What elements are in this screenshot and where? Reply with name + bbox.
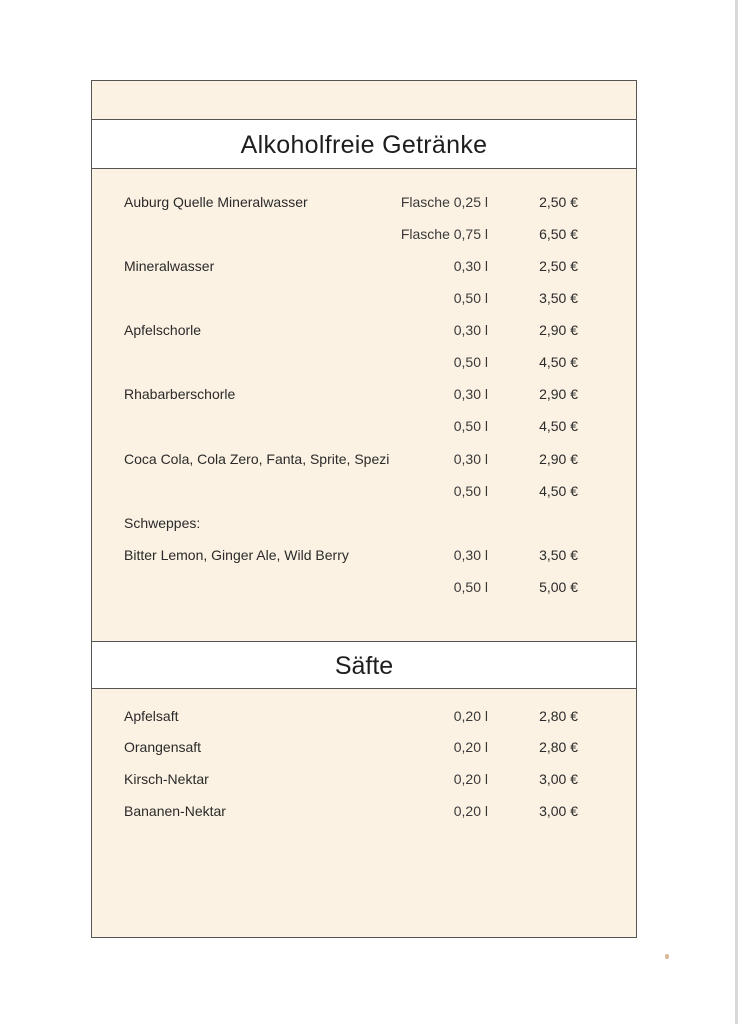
- item-price: 2,90 €: [539, 451, 578, 467]
- item-price: 2,50 €: [539, 258, 578, 274]
- section-title-juices: Säfte: [91, 641, 637, 689]
- item-size: Flasche 0,75 l: [400, 226, 488, 242]
- menu-row: [92, 705, 638, 727]
- item-price: 2,90 €: [539, 386, 578, 402]
- item-name: Auburg Quelle Mineralwasser: [124, 194, 308, 210]
- item-price: 3,50 €: [539, 290, 578, 306]
- menu-row: [92, 223, 638, 245]
- paper-smudge: [665, 954, 669, 959]
- item-name: Orangensaft: [124, 739, 202, 755]
- menu-row: [92, 287, 638, 309]
- section-title-soft-drinks: Alkoholfreie Getränke: [91, 119, 637, 169]
- menu-row: [92, 576, 638, 598]
- item-size: 0,30 l: [453, 322, 488, 338]
- menu-row: [92, 255, 638, 277]
- menu-row: [92, 512, 638, 534]
- item-name: Apfelsaft: [124, 708, 179, 724]
- menu-row: [92, 800, 638, 822]
- item-name: Bitter Lemon, Ginger Ale, Wild Berry: [124, 547, 349, 563]
- menu-card: [91, 80, 637, 938]
- menu-row: [92, 480, 638, 502]
- item-name: Kirsch-Nektar: [124, 771, 209, 787]
- menu-row: [92, 448, 638, 470]
- item-price: 4,50 €: [539, 418, 578, 434]
- item-size: 0,20 l: [453, 771, 488, 787]
- item-size: 0,50 l: [453, 354, 488, 370]
- item-price: 3,00 €: [539, 803, 578, 819]
- item-size: 0,20 l: [453, 739, 488, 755]
- menu-row: [92, 319, 638, 341]
- item-size: 0,50 l: [453, 290, 488, 306]
- item-price: 2,80 €: [539, 739, 578, 755]
- item-size: Flasche 0,25 l: [400, 194, 488, 210]
- item-price: 2,50 €: [539, 194, 578, 210]
- item-name: Mineralwasser: [124, 258, 215, 274]
- item-name: Coca Cola, Cola Zero, Fanta, Sprite, Spezi: [124, 451, 390, 467]
- item-name: Bananen-Nektar: [124, 803, 226, 819]
- item-name: Apfelschorle: [124, 322, 202, 338]
- item-size: 0,50 l: [453, 418, 488, 434]
- item-price: 6,50 €: [539, 226, 578, 242]
- item-price: 3,50 €: [539, 547, 578, 563]
- menu-row: [92, 736, 638, 758]
- item-price: 2,90 €: [539, 322, 578, 338]
- item-size: 0,50 l: [453, 483, 488, 499]
- item-price: 3,00 €: [539, 771, 578, 787]
- item-size: 0,50 l: [453, 579, 488, 595]
- menu-row: [92, 544, 638, 566]
- item-name: Schweppes:: [124, 515, 201, 531]
- item-price: 4,50 €: [539, 483, 578, 499]
- item-size: 0,30 l: [453, 451, 488, 467]
- item-price: 2,80 €: [539, 708, 578, 724]
- menu-row: [92, 351, 638, 373]
- item-size: 0,30 l: [453, 258, 488, 274]
- menu-row: [92, 383, 638, 405]
- item-name: Rhabarberschorle: [124, 386, 236, 402]
- item-price: 5,00 €: [539, 579, 578, 595]
- item-price: 4,50 €: [539, 354, 578, 370]
- item-size: 0,30 l: [453, 547, 488, 563]
- menu-row: [92, 415, 638, 437]
- menu-row: [92, 768, 638, 790]
- menu-row: [92, 191, 638, 213]
- item-size: 0,30 l: [453, 386, 488, 402]
- item-size: 0,20 l: [453, 708, 488, 724]
- item-size: 0,20 l: [453, 803, 488, 819]
